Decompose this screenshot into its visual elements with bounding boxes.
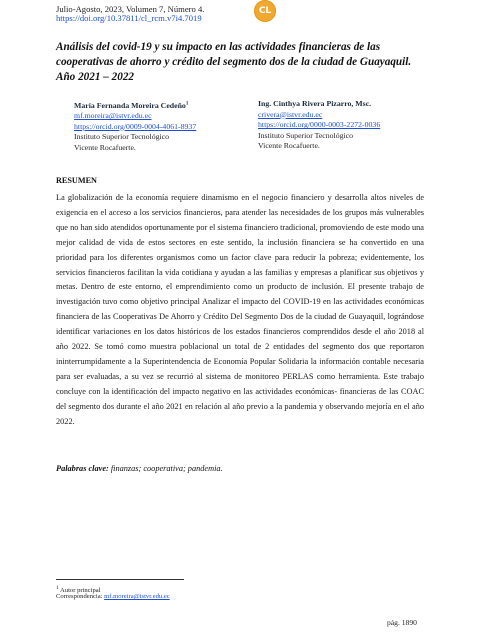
footnote-divider	[56, 579, 184, 580]
author-institution: Instituto Superior Tecnológico	[258, 130, 354, 140]
journal-issue-line: Julio-Agosto, 2023, Volumen 7, Número 4.	[56, 4, 205, 14]
author-email-link[interactable]: mf.moreira@istvr.edu.ec	[74, 111, 152, 121]
paper-title: Análisis del covid-19 y su impacto en las actividades financieras de las cooperativas de ahorro y crédito del segmento dos de la ciudad de Guayaquil. Año 2021 – 2022	[56, 41, 412, 83]
journal-logo-icon	[254, 0, 276, 22]
footnote-note: Autor principal	[58, 587, 101, 595]
logo-text: CL	[258, 6, 272, 16]
author-institution: Instituto Superior Tecnológico	[74, 132, 170, 142]
abstract-body: La globalización de la economía requiere dinamismo en el negocio financiero y desarrolla altos niveles de exigencia en el acceso a los servicios financieros, para atender las necesidades de los grupos más vulnerables que no han sido atendidos oportunamente por el sistema financiero tradicional, promoviendo de este modo una mejor calidad de vida de estos sectores en este sentido, la inclusión financiera se ha convertido en una prioridad para los diferentes organismos como un factor clave para reducir la pobreza; evidentemente, los servicios financieros facilitan la vida cotidiana y ayudan a las familias y empresas a planificar sus objetivos y metas. Dentro de este entorno, el emprendimiento como un producto de inclusión. El presente trabajo de investigación tuvo como objetivo principal Analizar el impacto del COVID-19 en las actividades económicas financiera de las Cooperativas De Ahorro y Crédito Del Segmento Dos de la ciudad de Guayaquil, lográndose identificar variaciones en los datos históricos de los estados financieros comprendidos desde el año 2018 al año 2022. Se tomó como muestra poblacional un total de 2 entidades del segmento dos que reportaron ininterrumpidamente a la Superintendencia de Economía Popular Solidaria la información contable necesaria para ser evaluadas, a su vez se recurrió al sistema de monitoreo PERLAS como herramienta. Este trabajo concluye con la identificación del impacto negativo en las actividades económicas- financieras de las COAC del segmento dos durante el año 2021 en relación al año previo a la pandemia y observando mejoría en el año 2022.	[56, 193, 424, 426]
author-orcid-link[interactable]: https://orcid.org/0009-0004-4061-8937	[74, 121, 197, 131]
author-email-link[interactable]: crivera@istvr.edu.ec	[258, 109, 323, 119]
author-block-2	[258, 99, 458, 152]
author-name: María Fernanda Moreira Cedeño$^1$	[74, 100, 189, 110]
author-city: Vicente Rocafuerte.	[74, 142, 136, 152]
keywords-value: finanzas; cooperativa; pandemia.	[108, 464, 223, 473]
author-footnote-mark: 1	[185, 101, 189, 106]
author-name: Ing. Cinthya Rivera Pizarro, Msc.	[258, 99, 372, 108]
author-orcid-link[interactable]: https://orcid.org/0000-0003-2272-0036	[258, 120, 381, 130]
footnote-mark: 1	[56, 585, 59, 591]
correspondence-label: Correspondencia:	[56, 593, 105, 600]
abstract-heading: RESUMEN	[56, 176, 97, 185]
doi-link[interactable]: https://doi.org/10.37811/cl_rcm.v7i4.7019	[56, 13, 202, 23]
author-block-1	[74, 99, 274, 154]
author-city: Vicente Rocafuerte.	[258, 141, 320, 151]
page-number: pág. 1890	[387, 618, 417, 627]
keywords	[56, 464, 223, 473]
correspondence-email-link[interactable]: mf.moreira@istvr.edu.ec	[104, 593, 170, 600]
footnote-correspondence	[56, 593, 170, 601]
keywords-label: Palabras clave:	[56, 464, 109, 473]
